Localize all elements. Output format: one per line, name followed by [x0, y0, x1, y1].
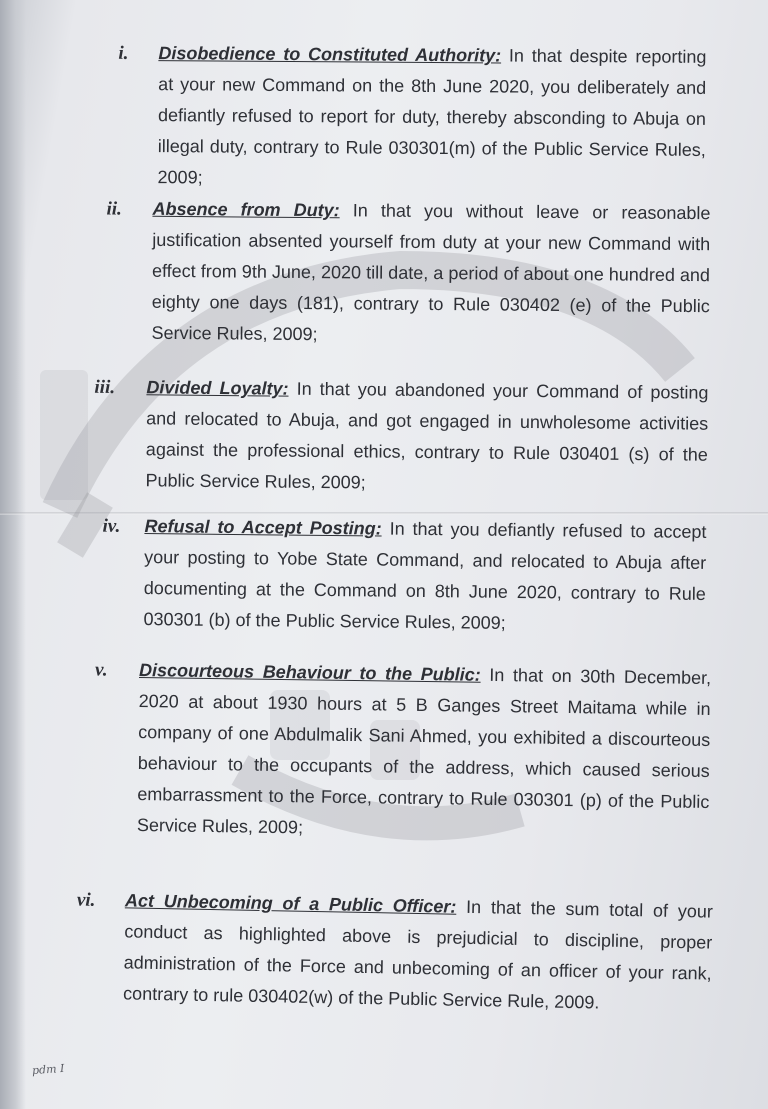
charge-numeral: ii.: [106, 198, 122, 220]
charge-heading: Act Unbecoming of a Public Officer:: [124, 890, 457, 917]
charge-heading: Discourteous Behaviour to the Public:: [138, 660, 481, 685]
charge-heading: Disobedience to Constituted Authority:: [158, 43, 502, 66]
charge-item-3: [94, 372, 709, 501]
charge-numeral: iii.: [94, 376, 116, 399]
charge-body: [123, 885, 713, 1020]
charge-numeral: v.: [94, 659, 108, 681]
charge-item-2: [106, 194, 711, 353]
charge-numeral: i.: [118, 42, 129, 64]
handwritten-initials: pdm I: [31, 1061, 65, 1078]
charge-text: In that on 30th December, 2020 at about 1930 hours at 5 B Ganges Street Maitama while in company of one Abdulmalik Sani Ahmed, you exhibited a discourteous behaviour to the occupants of the address, which caused serious embarrassment to the Force, contrary to Rule 030301 (p) of the Public Service Rules, 2009;: [136, 664, 712, 838]
charge-text: In that you abandoned your Command of posting and relocated to Abuja, and got engaged in unwholesome activities against the professional ethics, contrary to Rule 030401 (s) of the Public Service Rules, 2009;: [145, 378, 709, 493]
charge-numeral: vi.: [76, 889, 96, 911]
charge-heading: Divided Loyalty:: [146, 377, 289, 399]
charge-body: [145, 372, 708, 501]
charge-heading: Refusal to Accept Posting:: [144, 516, 382, 539]
charge-text: In that you without leave or reasonable justification absented yourself from duty at your new Command with effect from 9th June, 2020 till date, a period of about one hundred and eighty one days (181), contrary to Rule 030402 (e) of the Public Service Rules, 2009;: [151, 200, 711, 345]
charge-numeral: iv.: [102, 515, 121, 537]
charge-body: [157, 38, 706, 197]
charge-body: [137, 655, 712, 849]
charge-item-5: [94, 655, 712, 849]
charge-text: In that the sum total of your conduct as highlighted above is prejudicial to discipline, proper administration of the Force and unbecoming of an officer of your rank, contrary to rule 030402(w) of the Public Service Rule, 2009.: [122, 896, 714, 1013]
charge-item-6: [76, 885, 714, 1020]
charge-item-1: [118, 38, 707, 197]
charge-body: [151, 194, 710, 353]
charge-heading: Absence from Duty:: [152, 198, 340, 221]
charge-text: In that despite reporting at your new Command on the 8th June 2020, you deliberately and defiantly refused to report for duty, thereby absconding to Abuja on illegal duty, contrary to Rule 030301(m) of the Public Service Rules, 2009;: [157, 45, 707, 188]
charge-item-4: [102, 511, 707, 641]
charge-text: In that you defiantly refused to accept your posting to Yobe State Command, and relocated to Abuja after documenting at the Command on 8th June 2020, contrary to Rule 030301 (b) of the Public Service Rules, 2009;: [143, 518, 707, 633]
charge-body: [143, 511, 706, 641]
